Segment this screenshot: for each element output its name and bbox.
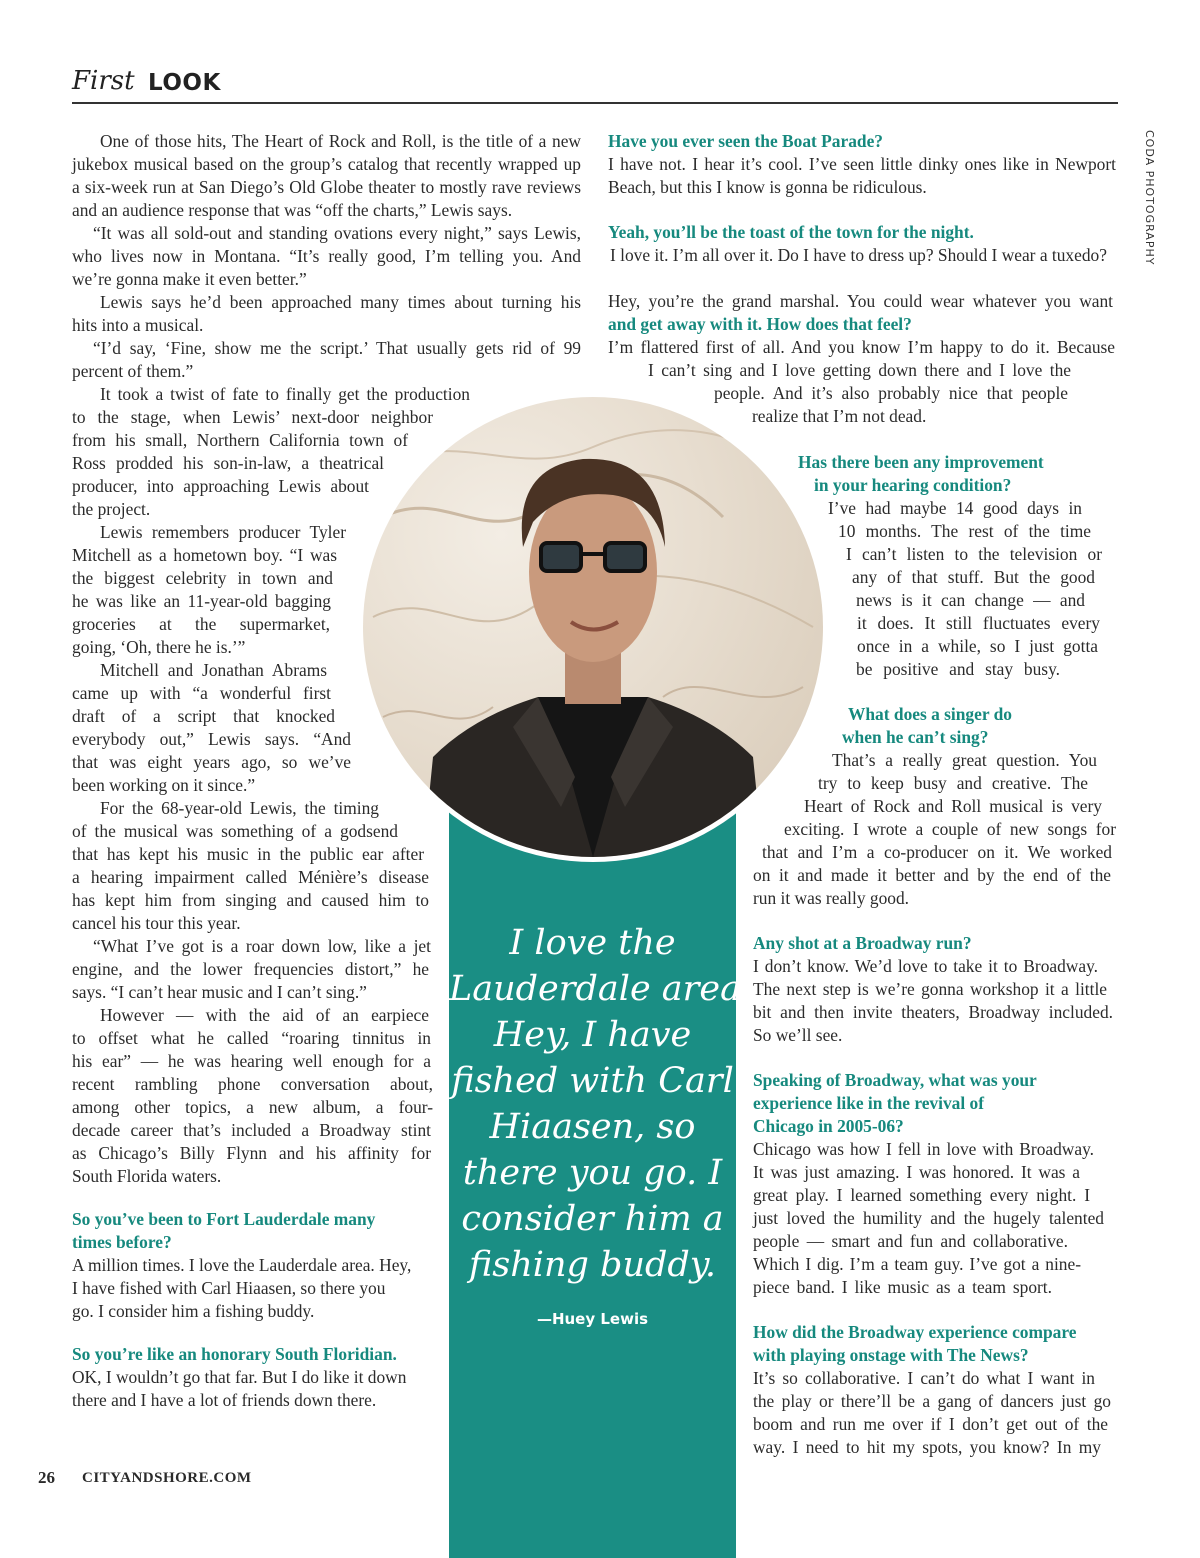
right-text-line: people. And it’s also probably nice that people [714,383,1068,403]
right-text-line: just loved the humility and the hugely talented [753,1208,1104,1228]
pull-quote-line: fishing buddy. [468,1245,717,1285]
right-text-line: Hey, you’re the grand marshal. You could wear whatever you want [608,291,1113,311]
left-text-line: jukebox musical based on the group’s catalog that recently wrapped up [72,154,581,174]
right-text-line: It’s so collaborative. I can’t do what I want in [753,1368,1095,1388]
right-text-line: I have not. I hear it’s cool. I’ve seen little dinky ones like in Newport [608,154,1116,174]
left-text-line: times before? [72,1232,172,1252]
right-text-line: great play. I learned something every night. I [753,1185,1090,1205]
right-text-line: boom and run me over if I don’t get out of the [753,1414,1108,1434]
left-text-line: has kept him from singing and caused him to [72,890,429,910]
right-text-line: I’ve had maybe 14 good days in [828,498,1082,518]
left-text-line: we’re gonna make it even better.” [72,269,307,289]
pull-quote-line: I love the [509,923,676,963]
left-text-line: Lewis says he’d been approached many times about turning his [100,292,581,312]
page-number: 26 [38,1468,55,1487]
header-look: LOOK [148,70,221,96]
left-text-line: his ear” — he was hearing well enough for a [72,1051,431,1071]
right-text-line: Which I dig. I’m a team guy. I’ve got a nine- [753,1254,1081,1274]
right-text-line: with playing onstage with The News? [753,1345,1029,1365]
left-text-line: recent rambling phone conversation about, [72,1074,433,1094]
right-text-line: Has there been any improvement [798,452,1044,472]
right-text-line: That’s a really great question. You [832,750,1097,770]
left-text-line: of the musical was something of a godsend [72,821,398,841]
right-text-line: Chicago was how I fell in love with Broadway. [753,1139,1094,1159]
right-text-line: Yeah, you’ll be the toast of the town for the night. [608,222,974,242]
left-text-line: there and I have a lot of friends down there. [72,1390,377,1410]
header-first: First [72,66,135,96]
right-text-line: bit and then invite theaters, Broadway included. [753,1002,1113,1022]
right-text-line: I can’t listen to the television or [846,544,1102,564]
left-text-line: go. I consider him a fishing buddy. [72,1301,315,1321]
left-text-line: a hearing impairment called Ménière’s disease [72,867,429,887]
right-text-line: exciting. I wrote a couple of new songs for [784,819,1116,839]
right-text-line: Chicago in 2005-06? [753,1116,904,1136]
left-text-line: hits into a musical. [72,315,204,335]
pull-quote-line: Hiaasen, so [489,1107,696,1147]
right-text-line: experience like in the revival of [753,1093,985,1113]
left-text-line: “It was all sold-out and standing ovations every night,” says Lewis, [93,223,581,243]
left-text-line: So you’re like an honorary South Floridian. [72,1344,397,1364]
left-text-line: he was like an 11-year-old bagging [72,591,331,611]
left-text-line: says. “I can’t hear music and I can’t sing.” [72,982,367,1002]
left-text-line: groceries at the supermarket, [72,614,330,634]
left-text-line: a six-week run at San Diego’s Old Globe theater to mostly rave reviews [72,177,581,197]
right-text-line: in your hearing condition? [814,475,1012,495]
left-text-line: South Florida waters. [72,1166,222,1186]
right-text-line: news is it can change — and [856,590,1085,610]
right-text-line: that and I’m a co-producer on it. We worked [762,842,1112,862]
left-text-line: everybody out,” Lewis says. “And [72,729,351,749]
pull-quote-line: Lauderdale area. [449,969,753,1009]
right-text-line: Heart of Rock and Roll musical is very [804,796,1102,816]
pull-quote-line: consider him a [461,1199,724,1239]
right-text-line: run it was really good. [753,888,909,908]
left-text-line: among other topics, a new album, a four- [72,1097,433,1117]
right-text-line: Speaking of Broadway, what was your [753,1070,1037,1090]
right-text-line: Beach, but this I know is gonna be ridiculous. [608,177,927,197]
pull-quote-line: there you go. I [462,1153,723,1193]
portrait-photo [363,397,823,857]
right-text-line: try to keep busy and creative. The [818,773,1088,793]
section-header [72,66,1118,104]
left-text-line: I have fished with Carl Hiaasen, so there you [72,1278,386,1298]
right-text-line: I love it. I’m all over it. Do I have to dress up? Should I wear a tuxedo? [610,245,1107,265]
right-text-line: on it and made it better and by the end of the [753,865,1111,885]
left-text-line: However — with the aid of an earpiece [100,1005,429,1025]
photo-credit: CODA PHOTOGRAPHY [1143,130,1156,266]
left-text-line: as Chicago’s Billy Flynn and his affinity for [72,1143,431,1163]
left-text-line: the biggest celebrity in town and [72,568,333,588]
right-text-line: once in a while, so I just gotta [857,636,1098,656]
right-text-line: I’m flattered first of all. And you know I’m happy to do it. Because [608,337,1115,357]
left-text-line: decade career that’s included a Broadway stint [72,1120,431,1140]
right-text-line: Have you ever seen the Boat Parade? [608,131,883,151]
left-text-line: the project. [72,499,151,519]
right-text-line: How did the Broadway experience compare [753,1322,1077,1342]
right-text-line: any of that stuff. But the good [852,567,1095,587]
left-text-line: that has kept his music in the public ear after [72,844,424,864]
right-text-line: realize that I’m not dead. [752,406,927,426]
left-text-line: that was eight years ago, so we’ve [72,752,351,772]
left-text-line: A million times. I love the Lauderdale area. Hey, [72,1255,412,1275]
right-text-line: people — smart and fun and collaborative. [753,1231,1068,1251]
left-text-line: So you’ve been to Fort Lauderdale many [72,1209,376,1229]
right-text-line: I don’t know. We’d love to take it to Broadway. [753,956,1098,976]
left-text-line: cancel his tour this year. [72,913,241,933]
right-text-line: The next step is we’re gonna workshop it a little [753,979,1107,999]
right-text-line: Any shot at a Broadway run? [753,933,972,953]
left-text-line: For the 68-year-old Lewis, the timing [100,798,379,818]
left-text-line: producer, into approaching Lewis about [72,476,369,496]
left-text-line: to offset what he called “roaring tinnitus in [72,1028,431,1048]
left-text-line: Mitchell as a hometown boy. “I was [72,545,337,565]
left-text-line: been working on it since.” [72,775,256,795]
right-text-line: it does. It still fluctuates every [857,613,1100,633]
right-text-line: 10 months. The rest of the time [838,521,1091,541]
left-text-line: OK, I wouldn’t go that far. But I do like it down [72,1367,407,1387]
left-text-line: came up with “a wonderful first [72,683,331,703]
site-name: CITYANDSHORE.COM [82,1470,252,1486]
left-text-line: who lives now in Montana. “It’s really good, I’m telling you. And [72,246,581,266]
left-text-line: “I’d say, ‘Fine, show me the script.’ That usually gets rid of 99 [93,338,581,358]
left-text-line: and an audience response that was “off the charts,” Lewis says. [72,200,513,220]
left-text-line: One of those hits, The Heart of Rock and Roll, is the title of a new [100,131,581,151]
left-text-line: percent of them.” [72,361,194,381]
left-text-line: “What I’ve got is a roar down low, like a jet [93,936,431,956]
left-text-line: engine, and the lower frequencies distort,” he [72,959,429,979]
left-text-line: draft of a script that knocked [72,706,335,726]
left-text-line: Mitchell and Jonathan Abrams [100,660,327,680]
right-text-line: when he can’t sing? [842,727,989,747]
pull-quote-line: Hey, I have [493,1015,692,1055]
right-text-line: It was just amazing. I was honored. It was a [753,1162,1080,1182]
right-text-line: way. I need to hit my spots, you know? In my [753,1437,1101,1457]
left-text-line: Ross prodded his son-in-law, a theatrical [72,453,384,473]
pull-quote-attribution: —Huey Lewis [536,1310,649,1328]
right-text-line: the play or there’ll be a gang of dancers just go [753,1391,1111,1411]
right-text-line: be positive and stay busy. [856,659,1060,679]
left-text-line: going, ‘Oh, there he is.’” [72,637,246,657]
left-text-line: to the stage, when Lewis’ next-door neighbor [72,407,433,427]
right-text-line: So we’ll see. [753,1025,843,1045]
right-text-line: I can’t sing and I love getting down there and I love the [648,360,1071,380]
left-text-line: It took a twist of fate to finally get the production [100,384,470,404]
right-text-line: piece band. I like music as a team sport. [753,1277,1052,1297]
right-text-line: What does a singer do [848,704,1012,724]
pull-quote-line: fished with Carl [451,1061,734,1101]
left-text-line: Lewis remembers producer Tyler [100,522,346,542]
right-text-line: and get away with it. How does that feel? [608,314,912,334]
left-text-line: from his small, Northern California town of [72,430,408,450]
